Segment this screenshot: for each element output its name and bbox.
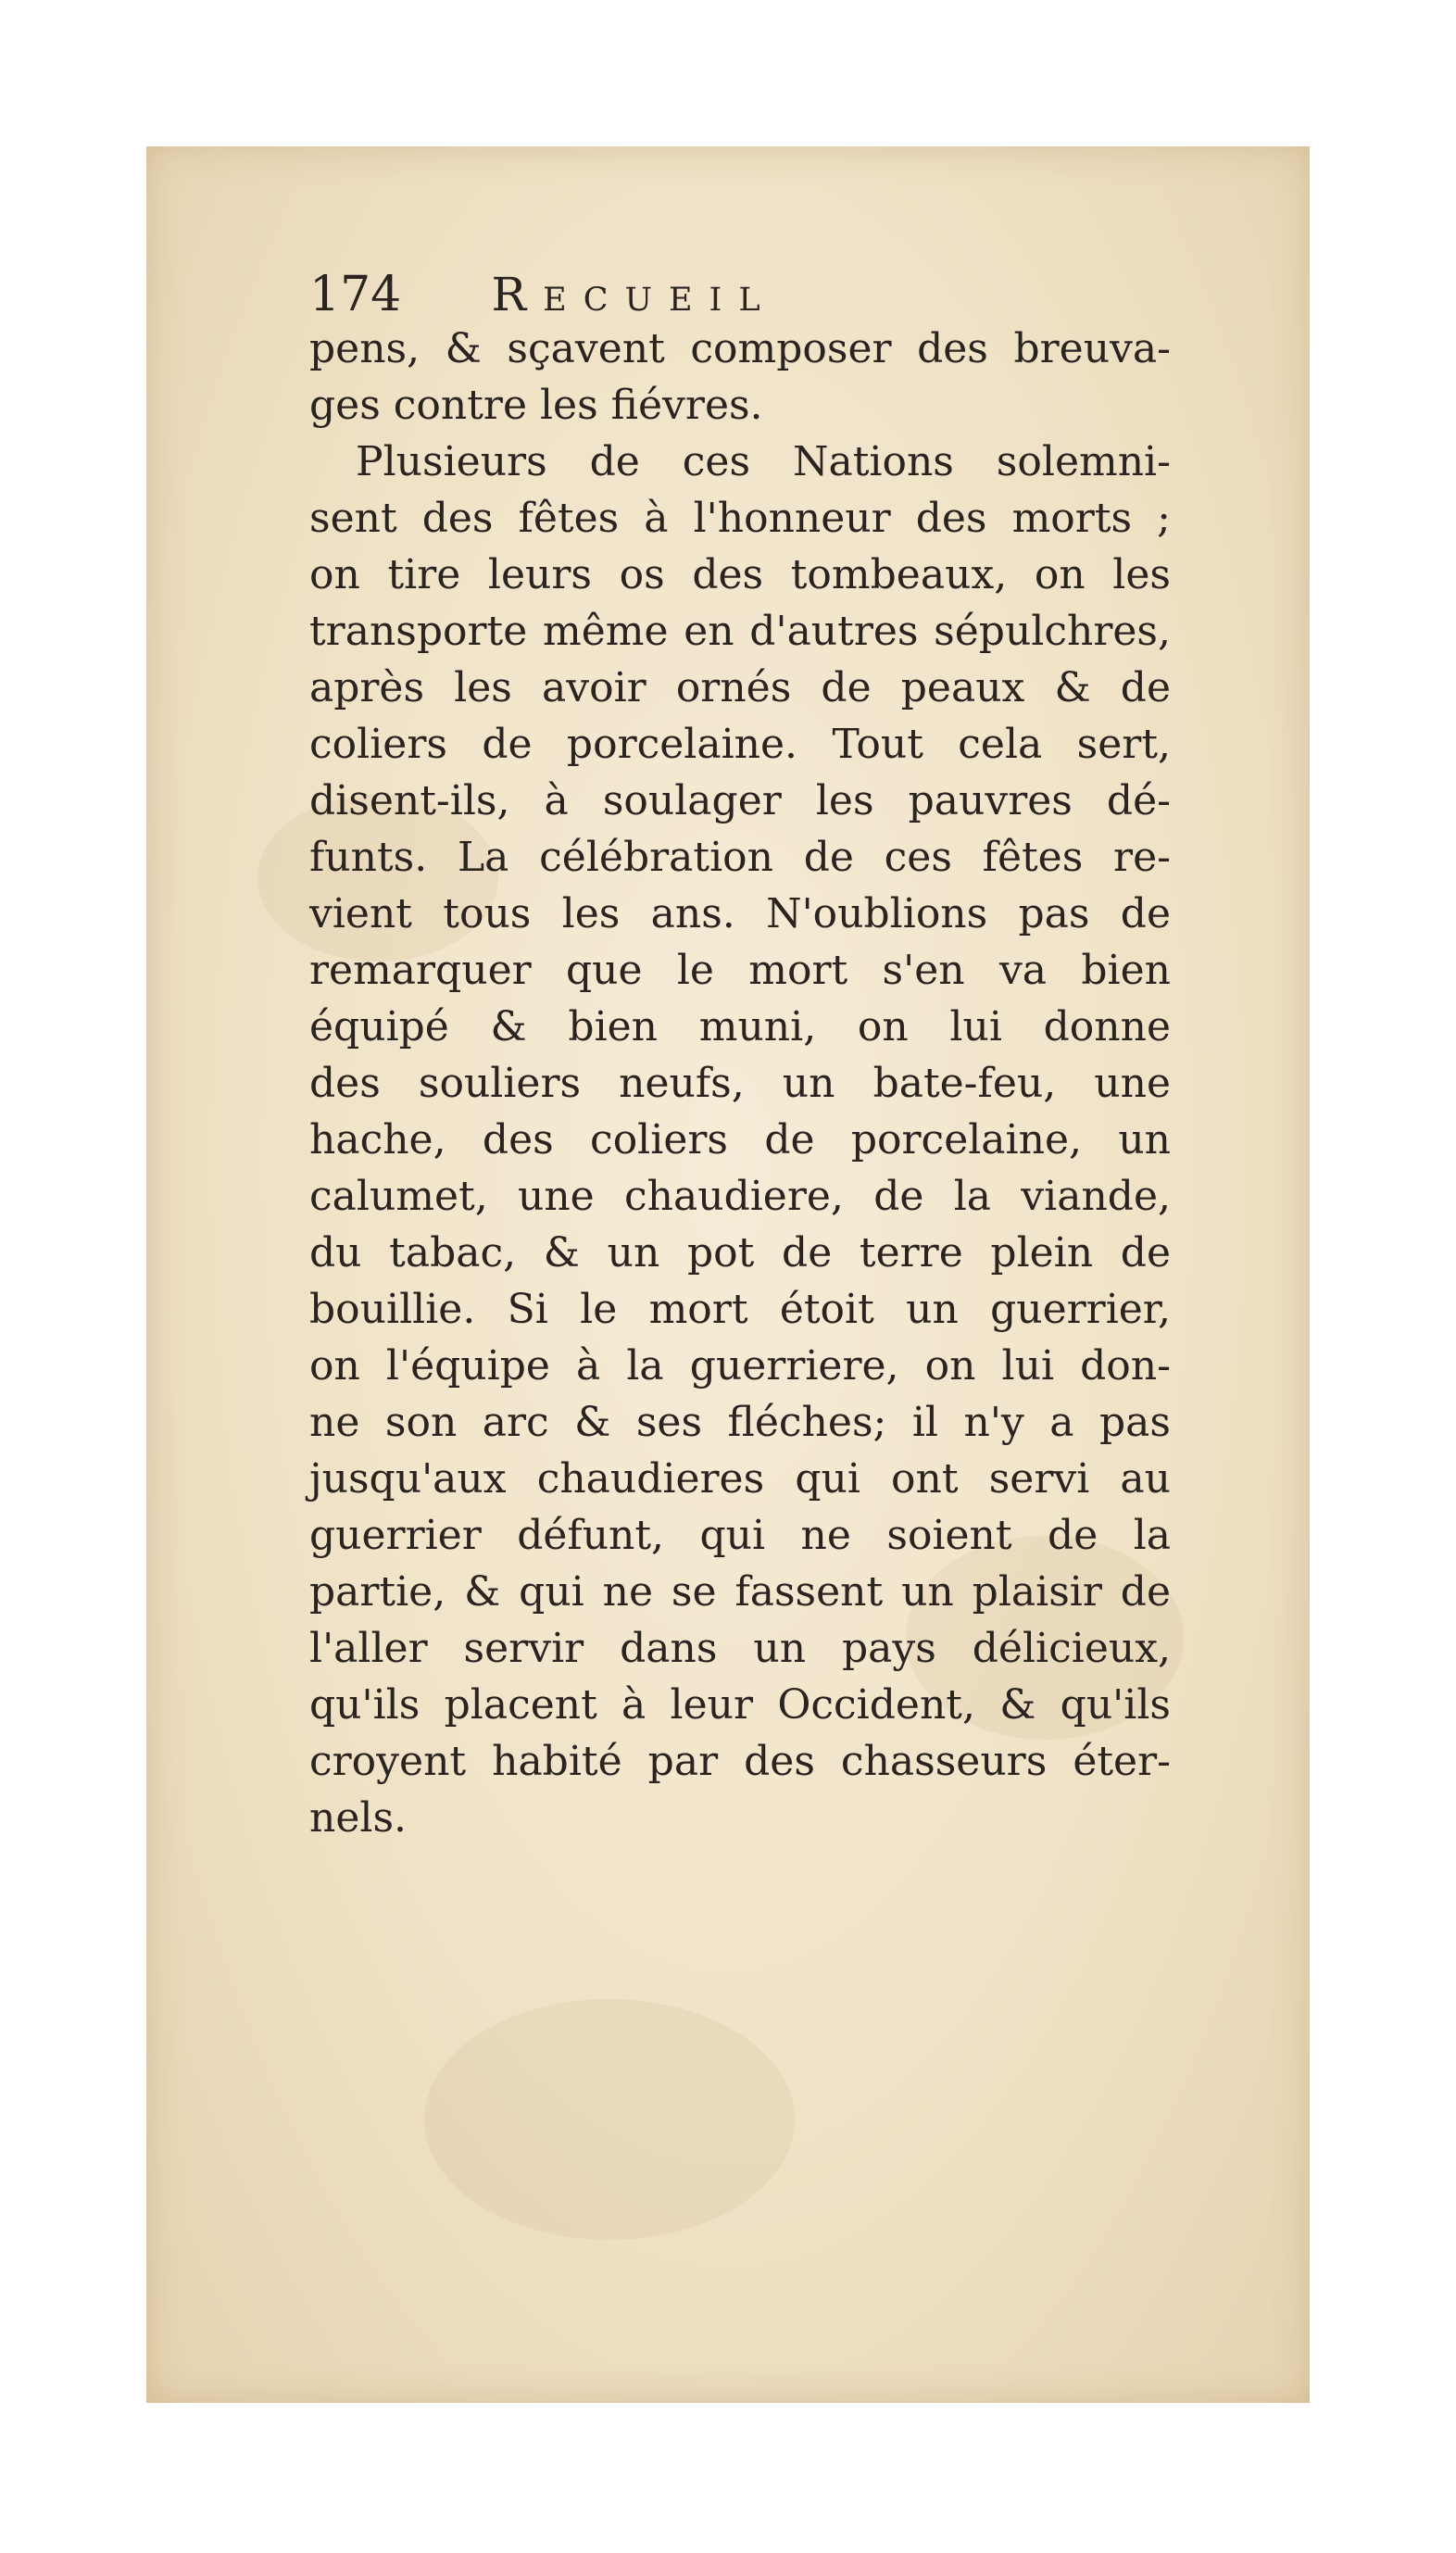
text-line: hache, des coliers de porcelaine, un (309, 1116, 1171, 1163)
text-line: transporte même en d'autres sépulchres, (309, 608, 1171, 655)
page-number: 174 (309, 267, 402, 322)
body-text (309, 321, 1171, 1846)
text-line: vient tous les ans. N'oublions pas de (309, 890, 1171, 937)
text-line: disent-ils, à soulager les pauvres dé- (309, 777, 1171, 824)
text-line: guerrier défunt, qui ne soient de la (309, 1512, 1171, 1559)
text-line: Plusieurs de ces Nations solemni- (356, 438, 1171, 485)
text-line: du tabac, & un pot de terre plein de (309, 1229, 1171, 1276)
text-line: on tire leurs os des tombeaux, on les (309, 551, 1171, 598)
running-title: Recueil (491, 268, 777, 321)
text-line: bouillie. Si le mort étoit un guerrier, (309, 1286, 1171, 1333)
text-line: sent des fêtes à l'honneur des morts ; (309, 495, 1171, 542)
text-line: partie, & qui ne se fassent un plaisir de (309, 1568, 1171, 1616)
text-line: l'aller servir dans un pays délicieux, (309, 1625, 1171, 1672)
text-line: ges contre les fiévres. (309, 382, 763, 429)
text-line: on l'équipe à la guerriere, on lui don- (309, 1342, 1171, 1390)
text-line: des souliers neufs, un bate-feu, une (309, 1060, 1171, 1107)
text-line: croyent habité par des chasseurs éter- (309, 1738, 1171, 1785)
text-line: après les avoir ornés de peaux & de (309, 664, 1171, 711)
text-line: qu'ils placent à leur Occident, & qu'ils (309, 1681, 1171, 1729)
text-line: pens, & sçavent composer des breuva- (309, 325, 1171, 372)
text-line: remarquer que le mort s'en va bien (309, 947, 1171, 994)
text-line: coliers de porcelaine. Tout cela sert, (309, 721, 1171, 768)
text-line: nels. (309, 1794, 408, 1842)
text-line: calumet, une chaudiere, de la viande, (309, 1173, 1171, 1220)
paper-stain (424, 1999, 795, 2240)
text-line: équipé & bien muni, on lui donne (309, 1003, 1171, 1050)
text-line: funts. La célébration de ces fêtes re- (309, 834, 1171, 881)
text-line: jusqu'aux chaudieres qui ont servi au (309, 1455, 1171, 1503)
book-page (146, 146, 1310, 2403)
text-line: ne son arc & ses fléches; il n'y a pas (309, 1399, 1171, 1446)
